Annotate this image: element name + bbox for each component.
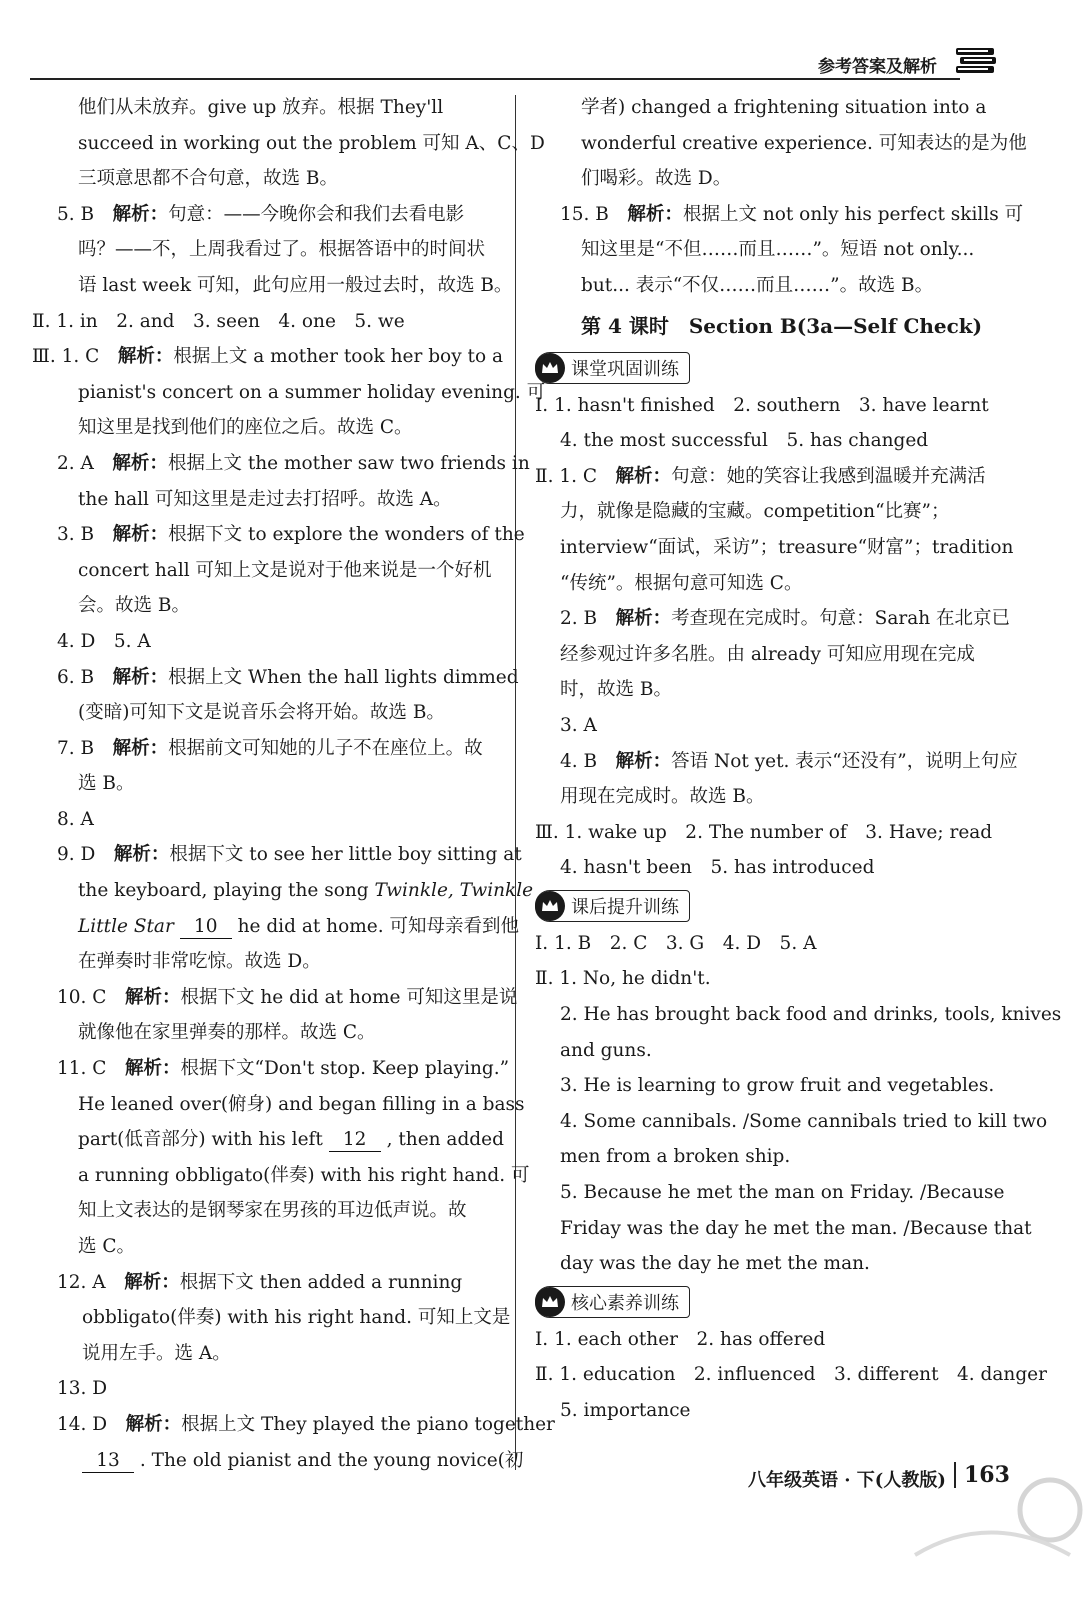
text-line (32, 517, 525, 553)
item-number: 7. B (57, 737, 95, 759)
explanation-label: 解析： (112, 452, 168, 474)
line-text: 力，就像是隐藏的宝藏。competition“比赛”； (560, 501, 950, 523)
crown-icon (535, 891, 565, 921)
line-text: 学者) changed a frightening situation into a (581, 97, 987, 118)
line-text: succeed in working out the problem 可知 A、C、D (78, 132, 545, 154)
text-line (535, 779, 1005, 815)
line-text: 句意：——今晚你会和我们去看电影 (168, 203, 465, 225)
item-number: 6. B (57, 666, 95, 688)
explanation-label: 解析： (124, 986, 181, 1008)
banner-label: 核心素养训练 (571, 1292, 679, 1314)
explanation-label: 解析： (124, 1058, 181, 1080)
explanation-label: 解析： (113, 844, 170, 866)
text-line (32, 1443, 524, 1479)
line-text: 用现在完成时。故选 B。 (560, 786, 765, 808)
text-line (535, 161, 1005, 197)
line-text: 根据上文 the mother saw two friends in (167, 452, 530, 474)
line-text: 语 last week 可知，此句应用一般过去时，故选 B。 (78, 274, 513, 296)
text-line (535, 459, 1005, 495)
text-line (535, 197, 1024, 233)
text-line (32, 161, 502, 197)
line-text: the keyboard, playing the song (78, 880, 375, 902)
text-line (32, 126, 545, 162)
text-line (32, 944, 502, 980)
line-text: men from a broken ship. (560, 1146, 791, 1168)
text-line (535, 926, 1005, 962)
text-line (32, 660, 519, 696)
text-line (32, 802, 502, 838)
blank-number: 13 (82, 1450, 134, 1473)
line-text: he did at home. 可知母亲看到他 (237, 915, 519, 937)
explanation-label: 解析： (112, 737, 169, 759)
explanation-label: 解析： (117, 346, 174, 368)
text-line (32, 446, 530, 482)
section-banner (535, 890, 690, 922)
text-line (535, 961, 1005, 997)
line-text: 知上文表达的是钢琴家在男孩的耳边低声说。故 (78, 1200, 467, 1222)
explanation-label: 解析： (615, 750, 672, 772)
banner-label: 课后提升训练 (571, 896, 679, 918)
explanation-label: 解析： (627, 203, 683, 225)
text-line (32, 1265, 502, 1301)
line-text: Ⅱ. 1. in 2. and 3. seen 4. one 5. we (32, 310, 405, 332)
line-prefix: part(低音部分) with his left (78, 1129, 329, 1151)
text-line (32, 90, 502, 126)
line-text: 3. A (560, 714, 597, 736)
line-text: 们喝彩。故选 D。 (581, 168, 732, 190)
text-line (32, 1336, 502, 1372)
explanation-label: 解析： (615, 465, 672, 487)
text-line (535, 637, 1005, 673)
line-text: 根据上文 not only his perfect skills 可 (682, 203, 1024, 225)
item-number: 9. D (57, 844, 96, 866)
line-text: . The old pianist and the young novice(初 (139, 1449, 524, 1471)
banner-label: 课堂巩固训练 (571, 358, 679, 380)
text-line (32, 695, 502, 731)
line-text: 5. importance (560, 1400, 691, 1421)
text-line (535, 1322, 1005, 1358)
text-line (32, 268, 513, 304)
text-line (535, 423, 1005, 459)
section-title: 第 4 课时 Section B(3a—Self Check) (581, 313, 983, 338)
right-top-block (535, 90, 1027, 304)
text-line (32, 1229, 502, 1265)
line-text: 根据下文 then added a running (179, 1271, 463, 1293)
italic-title: Twinkle, Twinkle (374, 880, 534, 902)
explanation-label: 解析： (112, 666, 169, 688)
line-text: 答语 Not yet. 表示“还没有”，说明上句应 (671, 750, 1018, 772)
text-line (535, 1357, 1047, 1393)
text-line (535, 1139, 1005, 1175)
line-text: 4. D 5. A (57, 630, 151, 652)
text-line (535, 232, 1005, 268)
text-line (32, 1015, 502, 1051)
text-line (32, 1407, 555, 1443)
text-line (32, 304, 502, 340)
banner-row (535, 886, 1005, 926)
line-text: day was the day he met the man. (560, 1253, 870, 1275)
text-line (535, 90, 1005, 126)
item-number: 15. B (560, 203, 609, 225)
explanation-label: 解析： (112, 203, 169, 225)
explanation-label: 解析： (124, 1271, 180, 1293)
item-number: 14. D (57, 1413, 108, 1435)
line-text: 根据上文 They played the piano together (181, 1413, 555, 1435)
text-line (32, 375, 546, 411)
text-line (535, 1393, 1005, 1429)
crown-icon (535, 1287, 565, 1317)
header-title: 参考答案及解析 (818, 57, 937, 77)
text-line (535, 1033, 1005, 1069)
line-text: 他们从未放弃。give up 放弃。根据 They'll (78, 97, 444, 118)
line-text: but... 表示“不仅……而且……”。故选 B。 (581, 274, 934, 296)
line-text: 三项意思都不合句意，故选 B。 (78, 168, 338, 190)
item-number: Ⅲ. 1. C (32, 346, 100, 368)
left-column (32, 90, 555, 1478)
text-line (535, 494, 1005, 530)
line-text: 13. D (57, 1378, 108, 1400)
line-text: He leaned over(俯身) and began filling in a bass (78, 1093, 525, 1115)
text-line (535, 997, 1062, 1033)
text-line (535, 601, 1011, 637)
text-line (535, 708, 1005, 744)
text-line (32, 1371, 502, 1407)
header-rule (30, 78, 960, 80)
text-line (32, 588, 502, 624)
line-text: and guns. (560, 1039, 652, 1061)
text-line (535, 126, 1027, 162)
explanation-label: 解析： (615, 608, 672, 630)
line-text: 根据前文可知她的儿子不在座位上。故 (168, 737, 483, 759)
text-line (32, 553, 502, 589)
line-text: 吗？——不，上周我看过了。根据答语中的时间状 (78, 239, 486, 261)
line-text: 4. Some cannibals. /Some cannibals tried to kill two (560, 1110, 1048, 1132)
line-text: wonderful creative experience. 可知表达的是为他 (581, 132, 1027, 154)
text-line (535, 1068, 1005, 1104)
books-icon (954, 42, 998, 82)
text-line (535, 530, 1014, 566)
text-line (32, 624, 502, 660)
line-text: Ⅱ. 1. No, he didn't. (535, 968, 711, 990)
text-line (535, 1104, 1048, 1140)
item-number: 5. B (57, 203, 95, 225)
text-line (535, 815, 1005, 851)
line-text: 5. Because he met the man on Friday. /Because (560, 1182, 1005, 1204)
line-text: Ⅰ. 1. B 2. C 3. G 4. D 5. A (535, 932, 817, 954)
line-text: 句意：她的笑容让我感到温暖并充满活 (671, 465, 986, 487)
item-number: 10. C (57, 986, 107, 1008)
line-text: 选 B。 (78, 773, 135, 795)
text-line (32, 339, 502, 375)
line-text: 考查现在完成时。句意：Sarah 在北京已 (671, 608, 1011, 630)
line-text: , then added (386, 1129, 504, 1151)
column-divider (515, 95, 516, 1470)
line-text: Ⅰ. 1. hasn't finished 2. southern 3. have learnt (535, 394, 989, 416)
text-line (32, 731, 502, 767)
section-banner (535, 352, 690, 384)
text-line (32, 1122, 502, 1158)
text-line (535, 1246, 1005, 1282)
text-line (32, 197, 502, 233)
line-text: 说用左手。选 A。 (82, 1342, 231, 1364)
text-line (32, 410, 502, 446)
line-text: obbligato(伴奏) with his right hand. 可知上文是 (82, 1307, 511, 1329)
text-line (32, 1087, 525, 1123)
blank-number: 12 (329, 1129, 381, 1152)
text-line (535, 388, 1005, 424)
line-text: a running obbligato(伴奏) with his right hand. 可 (78, 1164, 530, 1186)
item-number: 12. A (57, 1271, 106, 1293)
line-text: 时，故选 B。 (560, 679, 672, 701)
item-number: 11. C (57, 1058, 107, 1080)
text-line (535, 1211, 1032, 1247)
right-block-3 (535, 1322, 1047, 1429)
right-column (535, 90, 1062, 1429)
section-banner (535, 1286, 690, 1318)
right-block-2 (535, 926, 1062, 1282)
italic-title: Little Star (78, 915, 174, 937)
line-text: pianist's concert on a summer holiday evening. 可 (78, 381, 546, 403)
text-line (32, 1300, 511, 1336)
text-line (535, 850, 1005, 886)
line-text: 8. A (57, 808, 94, 830)
text-line (32, 1193, 502, 1229)
text-line (32, 980, 518, 1016)
text-line (32, 766, 502, 802)
text-line (32, 232, 502, 268)
footer-book-title: 八年级英语 · 下(人教版) (748, 1470, 946, 1491)
banner-row (535, 1282, 1005, 1322)
line-text: 根据上文 a mother took her boy to a (173, 346, 504, 368)
line-text: 4. hasn't been 5. has introduced (560, 857, 875, 879)
line-text: 知这里是找到他们的座位之后。故选 C。 (78, 417, 413, 439)
line-text: 知这里是“不但……而且……”。短语 not only... (581, 239, 975, 261)
line-text: 就像他在家里弹奏的那样。故选 C。 (78, 1022, 376, 1044)
blank-number: 10 (180, 916, 232, 939)
right-block-1 (535, 388, 1018, 886)
crown-icon (535, 353, 565, 383)
page-number: 163 (954, 1462, 1010, 1488)
text-line (535, 1175, 1005, 1211)
text-line (535, 744, 1018, 780)
line-text: Ⅲ. 1. wake up 2. The number of 3. Have; read (535, 821, 993, 843)
line-text: Ⅰ. 1. each other 2. has offered (535, 1328, 826, 1350)
item-number: Ⅱ. 1. C (535, 465, 598, 487)
watermark-logo (895, 1470, 1085, 1595)
line-text: 经参观过许多名胜。由 already 可知应用现在完成 (560, 643, 975, 665)
line-text: 会。故选 B。 (78, 595, 190, 617)
item-number: 2. B (560, 608, 598, 630)
item-number: 4. B (560, 750, 598, 772)
text-line (32, 482, 502, 518)
line-text: 根据上文 When the hall lights dimmed (168, 666, 519, 688)
explanation-label: 解析： (125, 1413, 182, 1435)
text-line (535, 268, 1005, 304)
item-number: 2. A (57, 452, 94, 474)
line-text: 选 C。 (78, 1236, 136, 1257)
line-text: 2. He has brought back food and drinks, tools, knives (560, 1004, 1062, 1026)
line-text: (变暗)可知下文是说音乐会将开始。故选 B。 (78, 702, 445, 724)
line-text: “传统”。根据句意可知选 C。 (560, 572, 803, 594)
line-text: 在弹奏时非常吃惊。故选 D。 (78, 951, 321, 973)
text-line (32, 873, 534, 909)
item-number: 3. B (57, 524, 95, 546)
text-line (32, 909, 519, 945)
explanation-label: 解析： (112, 524, 169, 546)
text-line (32, 1158, 530, 1194)
line-text: 根据下文“Don't stop. Keep playing.” (180, 1058, 510, 1080)
text-line (535, 672, 1005, 708)
line-text: Ⅱ. 1. education 2. influenced 3. different 4. danger (535, 1364, 1047, 1386)
line-text: 3. He is learning to grow fruit and vegetables. (560, 1075, 995, 1097)
banner-row (535, 348, 1005, 388)
line-text: Friday was the day he met the man. /Because that (560, 1217, 1032, 1239)
line-text: interview“面试，采访”；treasure“财富”；tradition (560, 536, 1014, 558)
line-text: concert hall 可知上文是说对于他来说是一个好机 (78, 559, 492, 581)
text-line (535, 566, 1005, 602)
line-text: 根据下文 to explore the wonders of the (168, 524, 525, 546)
text-line (32, 1051, 510, 1087)
line-text: 根据下文 he did at home 可知这里是说 (180, 986, 518, 1008)
line-text: 4. the most successful 5. has changed (560, 430, 929, 452)
line-text: 根据下文 to see her little boy sitting at (169, 844, 522, 866)
line-text: the hall 可知这里是走过去打招呼。故选 A。 (78, 488, 452, 510)
text-line (32, 837, 522, 873)
